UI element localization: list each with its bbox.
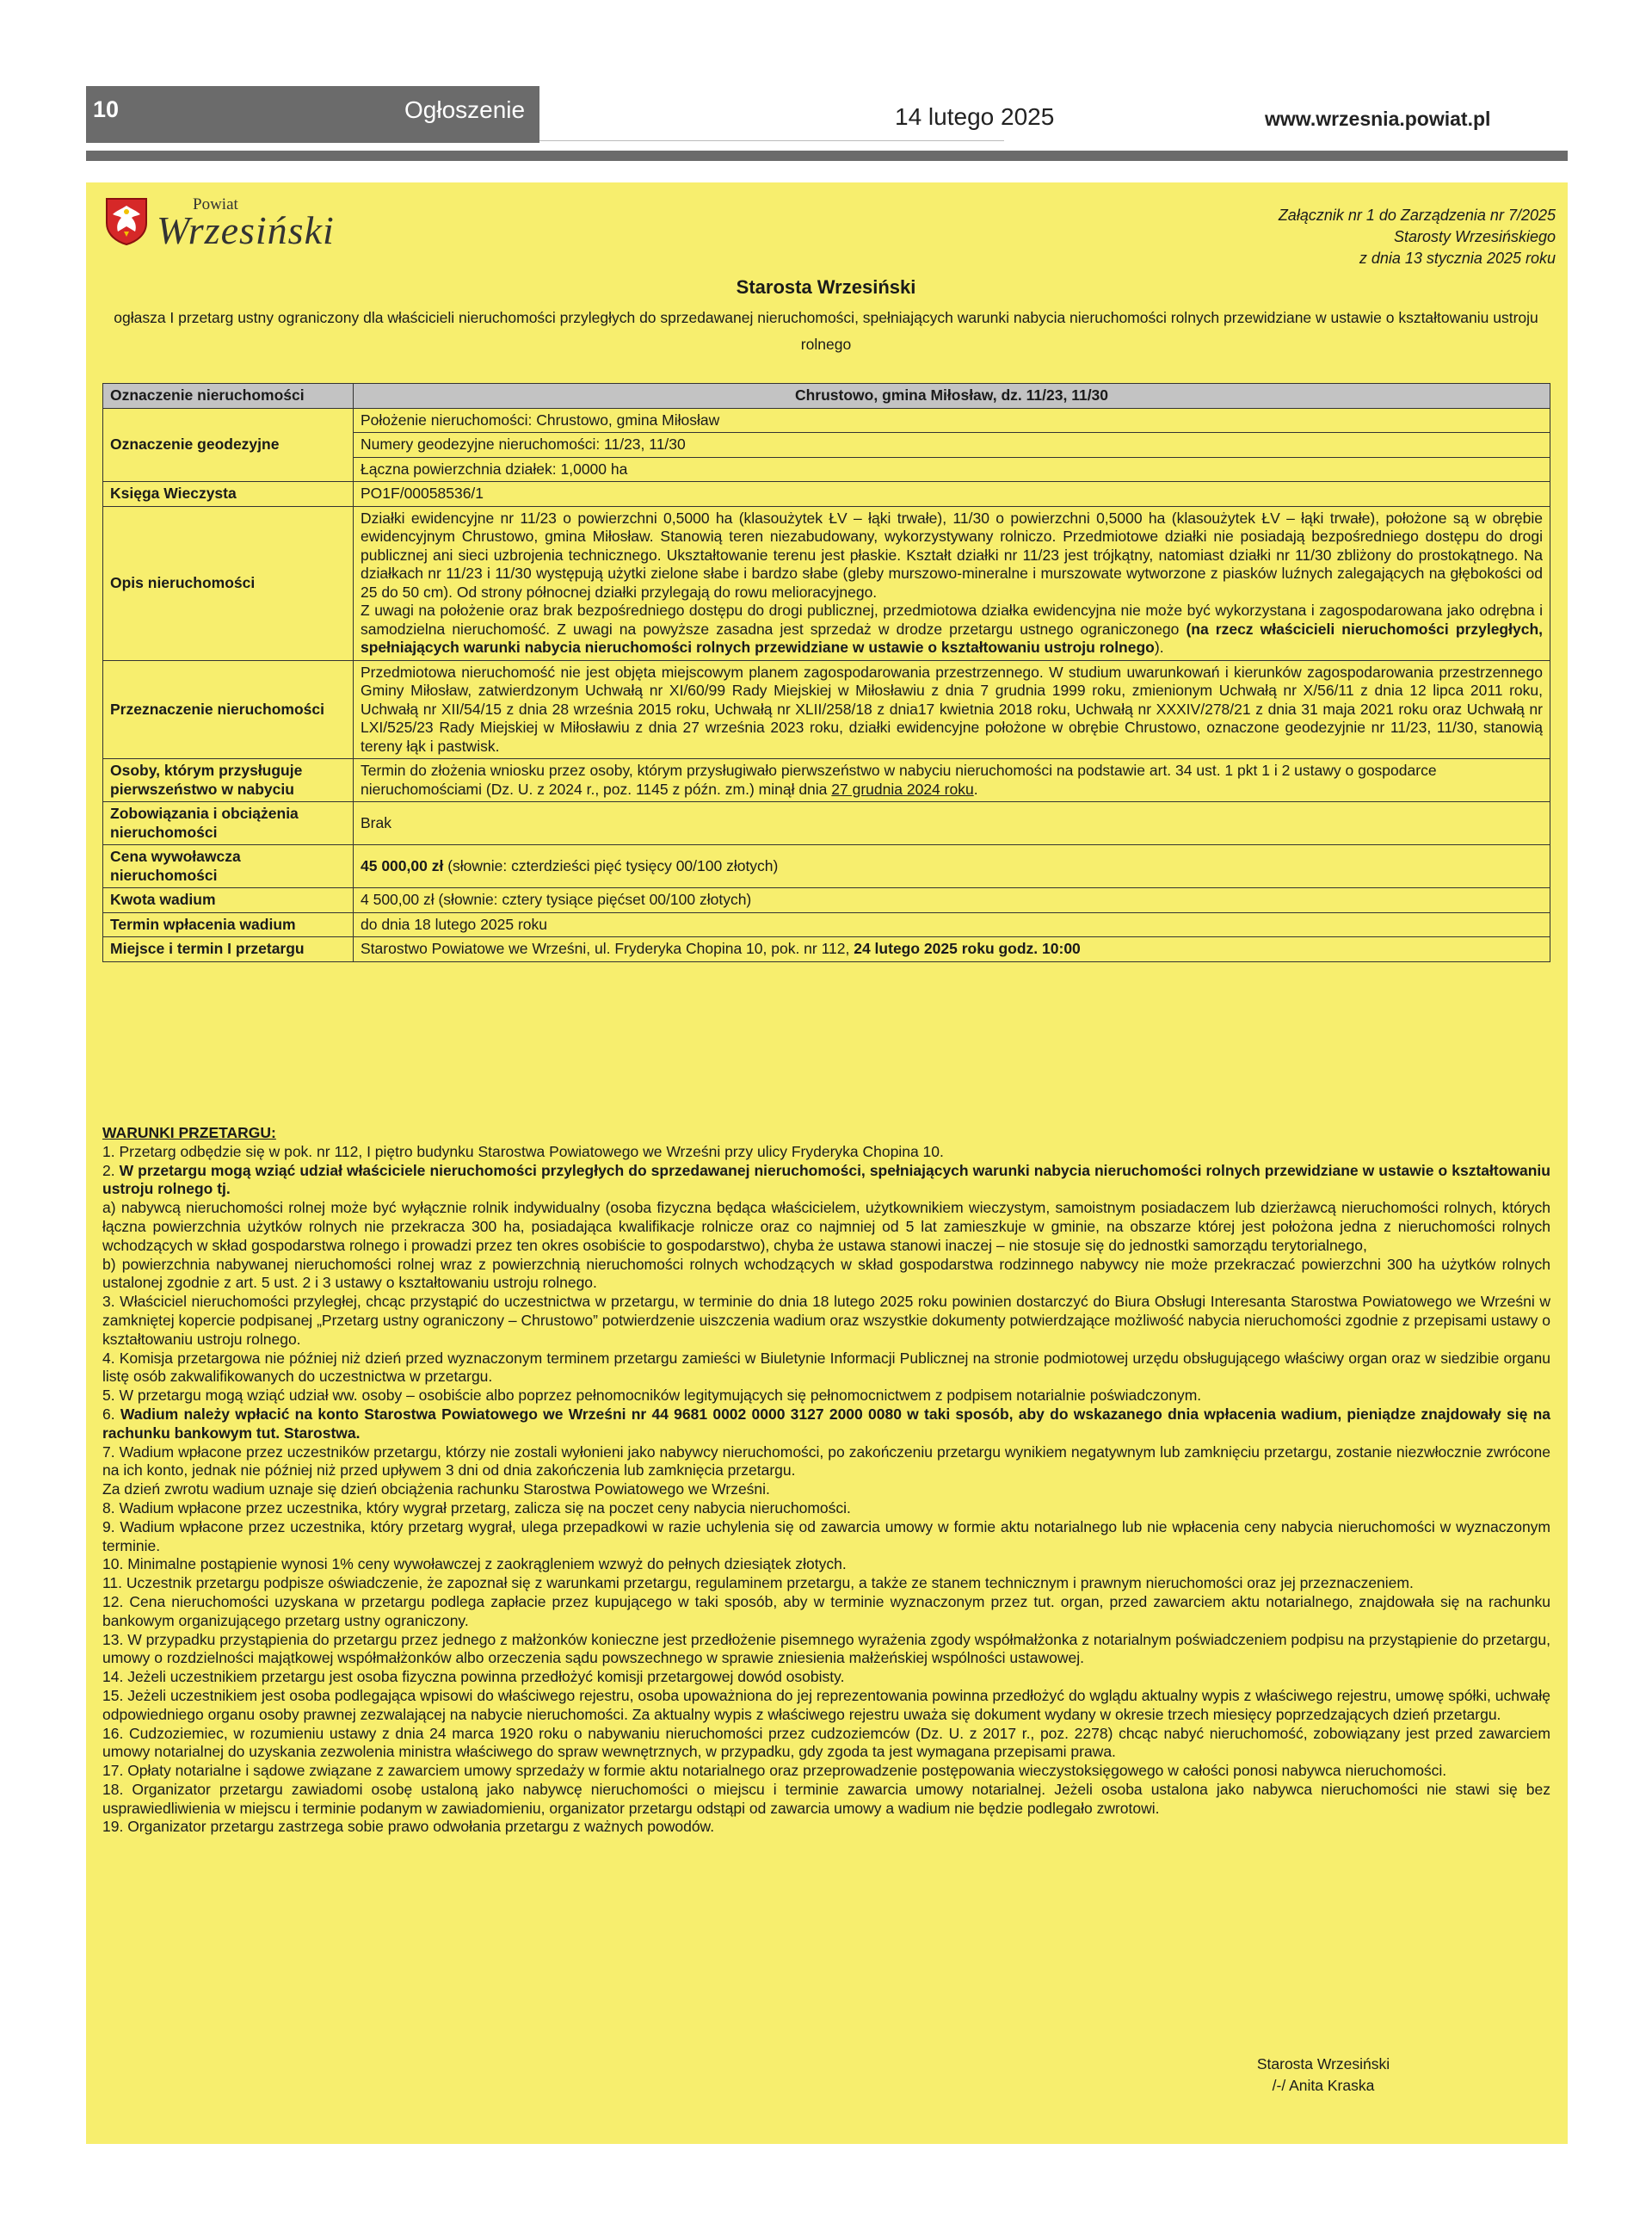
auction-conditions xyxy=(102,1124,1550,1837)
text-run-bold: Wadium należy wpłacić na konto Starostwa Powiatowego we Wrześni nr 44 9681 0002 0000 3127 2000 0080 w taki sposób, aby do wskazanego dnia wpłacenia wadium, pieniądze znajdowały się na rachunku bankowym tut. Starostwa. xyxy=(102,1405,1550,1442)
row-value: Przedmiotowa nieruchomość nie jest objęta miejscowym planem zagospodarowania przestrzennego. W studium uwarunkowań i kierunków zagospodarowania przestrzennego Gminy Miłosław, zatwierdzonym Uchwałą nr XI/60/99 Rady Miejskiej w Miłosławiu z dnia 7 grudnia 1999 roku, zmienionym Uchwałą nr X/56/11 z dnia 12 lipca 2011 roku, Uchwałą nr XII/54/15 z dnia 28 września 2015 roku, Uchwałą nr XLII/258/18 z dnia17 kwietnia 2018 roku, Uchwałą nr XXXIV/278/21 z dnia 31 maja 2021 roku oraz Uchwałą nr LXI/525/23 Rady Miejskiej w Miłosławiu z dnia 27 września 2023 roku, działki ewidencyjne położone w obrębie Chrustowo, oznaczone geodezyjnie nr 11/23, 11/30, stanowią tereny łąk i pastwisk. xyxy=(354,660,1550,759)
row-value xyxy=(354,845,1550,888)
condition-item: 4. Komisja przetargowa nie później niż dzień przed wyznaczonym terminem przetargu zamieści w Biuletynie Informacji Publicznej na stronie podmiotowej urzędu obsługującego właściwy organ oraz w siedzibie organu listę osób zakwalifikowanych do uczestnictwa w przetargu. xyxy=(102,1349,1550,1386)
description-paragraph xyxy=(361,602,1543,658)
row-label: Opis nieruchomości xyxy=(103,506,354,660)
table-row xyxy=(103,482,1550,507)
row-value: do dnia 18 lutego 2025 roku xyxy=(354,912,1550,937)
row-value: Brak xyxy=(354,802,1550,845)
row-value: PO1F/00058536/1 xyxy=(354,482,1550,507)
condition-item xyxy=(102,1405,1550,1443)
logo-text-powiat: Powiat xyxy=(193,195,238,213)
table-row xyxy=(103,802,1550,845)
text-run: . xyxy=(973,780,978,798)
condition-item: 7. Wadium wpłacone przez uczestników przetargu, którzy nie zostali wyłonieni jako nabywcy nieruchomości, po zakończeniu przetargu wynikiem negatywnym lub zamknięciu przetargu, zostanie niezwłocznie zwrócone na ich konto, jednak nie później niż przed upływem 3 dni od dnia zakończenia lub zamknięcia przetargu. xyxy=(102,1442,1550,1479)
row-label: Osoby, którym przysługuje pierwszeństwo w nabyciu xyxy=(103,759,354,802)
condition-item: b) powierzchnia nabywanej nieruchomości rolnej wraz z powierzchnią nieruchomości rolnych wchodzących w skład gospodarstwa rodzinnego nabywcy nie może przekraczać powierzchni 300 ha użytków rolnych ustalonej zgodnie z art. 5 ust. 2 i 3 ustawy o kształtowaniu ustroju rolnego. xyxy=(102,1255,1550,1292)
condition-item: 9. Wadium wpłacone przez uczestnika, który przetarg wygrał, ulega przepadkowi w razie uchylenia się od zawarcia umowy w formie aktu notarialnego lub nie wpłacenia ceny nabycia nieruchomości w wyznaczonym terminie. xyxy=(102,1517,1550,1554)
text-run: Starostwo Powiatowe we Wrześni, ul. Fryderyka Chopina 10, pok. nr 112, xyxy=(361,940,854,957)
condition-item: 17. Opłaty notarialne i sądowe związane z zawarciem umowy sprzedaży w formie aktu notarialnego oraz przeprowadzenie postępowania wieczystoksięgowego w całości ponosi nabywca nieruchomości. xyxy=(102,1762,1447,1780)
announcement-title: Starosta Wrzesiński xyxy=(736,276,916,298)
text-run: 2. xyxy=(102,1161,120,1179)
condition-item: 19. Organizator przetargu zastrzega sobie prawo odwołania przetargu z ważnych powodów. xyxy=(102,1818,715,1836)
logo-text-wrzesinski: Wrzesiński xyxy=(157,208,335,252)
condition-item: 10. Minimalne postąpienie wynosi 1% ceny wywoławczej z zaokrągleniem wzwyż do pełnych dziesiątek złotych. xyxy=(102,1555,847,1573)
table-row xyxy=(103,506,1550,660)
text-run-bold: W przetargu mogą wziąć udział właściciele nieruchomości przyległych do sprzedawanej nieruchomości, spełniających warunki nabycia nieruchomości rolnych przewidziane w ustawie o kształtowaniu ustroju rolnego tj. xyxy=(102,1161,1550,1198)
property-table xyxy=(102,383,1550,962)
condition-item: 11. Uczestnik przetargu podpisze oświadczenie, że zapoznał się z warunkami przetargu, regulaminem przetargu, a także ze stanem technicznym i prawnym nieruchomości oraz jej przeznaczeniem. xyxy=(102,1574,1414,1592)
condition-item: Za dzień zwrotu wadium uznaje się dzień obciążenia rachunku Starostwa Powiatowego we Wrześni. xyxy=(102,1480,770,1498)
table-row xyxy=(103,408,1550,433)
text-run-underlined: 27 grudnia 2024 roku xyxy=(831,780,974,798)
signature-title: Starosta Wrzesiński xyxy=(1256,2055,1390,2072)
text-run: Z uwagi na położenie oraz brak bezpośredniego dostępu do drogi publicznej, przedmiotowa działka ewidencyjna nie może być wykorzystana i zagospodarowana jako odrębna i samodzielna nieruchomość. Z uwagi na powyższe zasadna jest sprzedaż w drodze przetargu ustnego ograniczonego xyxy=(361,602,1543,638)
attachment-note xyxy=(1279,205,1556,269)
table-row xyxy=(103,384,1550,409)
row-label: Oznaczenie nieruchomości xyxy=(103,384,354,409)
text-run-bold: (na rzecz właścicieli nieruchomości przyległych, spełniających warunki nabycia nieruchomości rolnych przewidziane w ustawie o kształtowaniu ustroju rolnego xyxy=(361,620,1544,656)
row-value xyxy=(354,937,1550,962)
auction-datetime: 24 lutego 2025 roku godz. 10:00 xyxy=(854,940,1081,957)
row-label: Oznaczenie geodezyjne xyxy=(103,408,354,482)
header-divider xyxy=(539,140,1004,141)
row-label: Kwota wadium xyxy=(103,888,354,913)
coat-of-arms-icon xyxy=(105,197,148,245)
row-label: Przeznaczenie nieruchomości xyxy=(103,660,354,759)
condition-item xyxy=(102,1162,1550,1200)
condition-item: 15. Jeżeli uczestnikiem jest osoba podlegająca wpisowi do właściwego rejestru, osoba upoważniona do jej reprezentowania powinna przedłożyć do wglądu aktualny wypis z właściwego rejestru, umowę spółki, uchwałę odpowiedniego organu osoby prawnej zezwalającej na nabycie nieruchomości. Za aktualny wypis z właściwego rejestru uważa się dokument wydany w okresie trzech miesięcy poprzedzających dzień przetargu. xyxy=(102,1686,1550,1723)
condition-item: 5. W przetargu mogą wziąć udział ww. osoby – osobiście albo poprzez pełnomocników legitymujących się pełnomocnictwem z podpisem notarialnie poświadczonym. xyxy=(102,1387,1202,1405)
text-run: 6. xyxy=(102,1405,120,1423)
attachment-line: Starosty Wrzesińskiego xyxy=(1393,228,1556,245)
powiat-logo xyxy=(105,195,354,252)
table-row xyxy=(103,888,1550,913)
row-value xyxy=(354,759,1550,802)
row-value: Numery geodezyjne nieruchomości: 11/23, 11/30 xyxy=(354,433,1550,458)
row-label: Miejsce i termin I przetargu xyxy=(103,937,354,962)
table-row xyxy=(103,759,1550,802)
table-row xyxy=(103,660,1550,759)
row-value xyxy=(354,506,1550,660)
signature-name: /-/ Anita Kraska xyxy=(1272,2077,1375,2094)
row-label: Cena wywoławcza nieruchomości xyxy=(103,845,354,888)
condition-item: 13. W przypadku przystąpienia do przetargu przez jednego z małżonków konieczne jest przedłożenie pisemnego wyrażenia zgody współmałżonka z notarialnym poświadczeniem podpisu na przystąpienie do przetargu, umowy o rozdzielności majątkowej współmałżonków albo orzeczenia sądu powszechnego w sprawie zniesienia małżeńskiej wspólności ustawowej. xyxy=(102,1630,1550,1667)
condition-item: 18. Organizator przetargu zawiadomi osobę ustaloną jako nabywcę nieruchomości o miejscu i terminie zawarcia umowy notarialnej. Jeżeli osoba ustalona jako nabywca nieruchomości nie stawi się bez usprawiedliwienia w miejscu i terminie podanym w zawiadomieniu, organizator przetargu odstąpi od zawarcia umowy a wadium nie będzie podlegało zwrotowi. xyxy=(102,1780,1550,1817)
description-paragraph: Działki ewidencyjne nr 11/23 o powierzchni 0,5000 ha (klasoużytek ŁV – łąki trwałe), 11/30 o powierzchni 0,5000 ha (klasoużytek ŁV – łąki trwałe), położone są w obrębie ewidencyjnym Chrustowo, gmina Miłosław. Stanowią teren niezabudowany, wykorzystywany rolniczo. Przedmiotowe działki nie posiadają bezpośredniego dostępu do drogi publicznej ani sieci uzbrojenia technicznego. Ukształtowanie terenu jest płaskie. Kształt działki nr 11/23 jest trójkątny, natomiast działki nr 11/30 zbliżony do prostokątnego. Na działkach nr 11/23 i 11/30 występują użytki zielone słabe i bardzo słabe (gleby murszowo-mineralne i murszowate wytworzone z piasków luźnych zalegających na głębokości od 25 do 50 cm). Od strony północnej działki przylegają do rowu melioracyjnego. xyxy=(361,509,1543,601)
price-amount: 45 000,00 zł xyxy=(361,856,444,874)
conditions-title: WARUNKI PRZETARGU: xyxy=(102,1124,276,1141)
condition-item: a) nabywcą nieruchomości rolnej może być wyłącznie rolnik indywidualny (osoba fizyczna będąca właścicielem, użytkownikiem wieczystym, samoistnym posiadaczem lub dzierżawcą nieruchomości rolnych, których łączna powierzchnia użytków rolnych nie przekracza 300 ha, posiadająca kwalifikacje rolnicze oraz co najmniej od 5 lat zamieszkuje w gminie, na obszarze której jest położona jedna z nieruchomości rolnych wchodzących w skład gospodarstwa rolnego i prowadzi przez ten okres osobiście to gospodarstwo), chyba że ustawa stanowi inaczej – nie stosuje się do jednostki samorządu terytorialnego, xyxy=(102,1199,1550,1254)
condition-item: 1. Przetarg odbędzie się w pok. nr 112, I piętro budynku Starostwa Powiatowego we Wrześni przy ulicy Fryderyka Chopina 10. xyxy=(102,1142,944,1160)
table-row xyxy=(103,937,1550,962)
attachment-line: Załącznik nr 1 do Zarządzenia nr 7/2025 xyxy=(1278,207,1556,224)
condition-item: 8. Wadium wpłacone przez uczestnika, który wygrał przetarg, zalicza się na poczet ceny nabycia nieruchomości. xyxy=(102,1498,851,1517)
text-run: Termin do złożenia wniosku przez osoby, którym przysługiwało pierwszeństwo w nabyciu nieruchomości na podstawie art. 34 ust. 1 pkt 1 i 2 ustawy o gospodarce nieruchomościami (Dz. U. z 2024 r., poz. 1145 z późn. zm.) minął dnia xyxy=(361,762,1437,798)
row-value: Chrustowo, gmina Miłosław, dz. 11/23, 11/30 xyxy=(354,384,1550,409)
table-row xyxy=(103,912,1550,937)
row-label: Księga Wieczysta xyxy=(103,482,354,507)
condition-item: 14. Jeżeli uczestnikiem przetargu jest osoba fizyczna powinna przedłożyć komisji przetargowej dowód osobisty. xyxy=(102,1668,845,1686)
table-row xyxy=(103,845,1550,888)
row-value: 4 500,00 zł (słownie: cztery tysiące pięćset 00/100 złotych) xyxy=(354,888,1550,913)
site-url[interactable]: www.wrzesnia.powiat.pl xyxy=(1265,108,1491,130)
row-label: Zobowiązania i obciążenia nieruchomości xyxy=(103,802,354,845)
row-value: Łączna powierzchnia działek: 1,0000 ha xyxy=(354,457,1550,482)
price-words: (słownie: czterdzieści pięć tysięcy 00/100 złotych) xyxy=(443,856,779,874)
attachment-line: z dnia 13 stycznia 2025 roku xyxy=(1359,250,1556,267)
condition-item: 12. Cena nieruchomości uzyskana w przetargu podlega zapłacie przez kupującego w taki sposób, aby w terminie wyznaczonym przez tut. organ, przed zawarciem aktu notarialnego, znajdowała się na rachunku bankowym organizującego przetarg ustny ograniczony. xyxy=(102,1592,1550,1629)
text-run: ). xyxy=(1154,639,1164,656)
section-name: Ogłoszenie xyxy=(404,96,526,123)
condition-item: 3. Właściciel nieruchomości przyległej, chcąc przystąpić do uczestnictwa w przetargu, w terminie do dnia 18 lutego 2025 roku powinien dostarczyć do Biura Obsługi Interesanta Starostwa Powiatowego we Wrześni w zamkniętej kopercie podpisanej „Przetarg ustny ograniczony – Chrustowo” potwierdzenie uiszczenia wadium oraz wszystkie dokumenty potwierdzające możliwość nabycia nieruchomości zgodnie z przepisami ustawy o kształtowaniu ustroju rolnego. xyxy=(102,1293,1550,1348)
row-value: Położenie nieruchomości: Chrustowo, gmina Miłosław xyxy=(354,408,1550,433)
signature-block xyxy=(1151,2054,1495,2097)
row-label: Termin wpłacenia wadium xyxy=(103,912,354,937)
condition-item: 16. Cudzoziemiec, w rozumieniu ustawy z dnia 24 marca 1920 roku o nabywaniu nieruchomości przez cudzoziemców (Dz. U. z 2017 r., poz. 2278) chcąc nabyć nieruchomość, zobowiązany jest przed zawarciem umowy notarialnej do uzyskania zezwolenia ministra właściwego do spraw wewnętrznych, w przypadku, gdy zgoda ta jest wymagana przepisami prawa. xyxy=(102,1724,1550,1761)
page-number: 10 xyxy=(93,96,120,122)
announcement-intro: ogłasza I przetarg ustny ograniczony dla właścicieli nieruchomości przyległych do sprzedawanej nieruchomości, spełniających warunki nabycia nieruchomości rolnych przewidziane w ustawie o kształtowaniu ustroju rolnego xyxy=(114,309,1538,353)
issue-date: 14 lutego 2025 xyxy=(895,103,1055,130)
header-rule xyxy=(86,151,1568,161)
